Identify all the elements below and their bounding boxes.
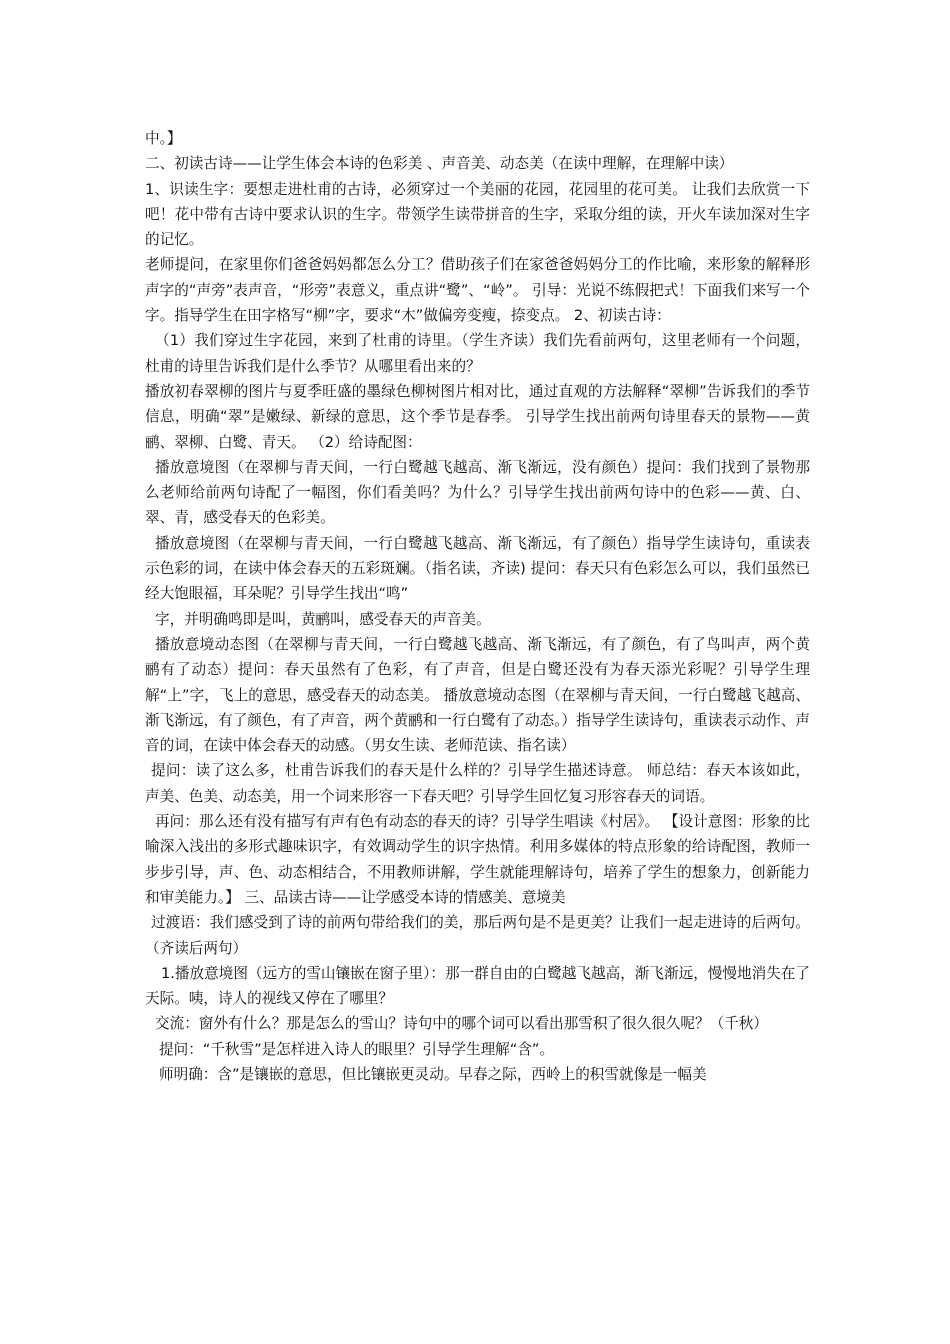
paragraph: 老师提问，在家里你们爸爸妈妈都怎么分工？借助孩子们在家爸爸妈妈分工的作比喻，来形象的解释形声字的“声旁”表声音，“形旁”表意义，重点讲“鹭”、“岭”。 引导：光说不练假把式！下面我们来写一个字。指导学生在田字格写“柳”字，要求“木”做偏旁变瘦，捺变点。 2、初读古诗： [145,256,810,325]
paragraph: 提问：读了这么多，杜甫告诉我们的春天是什么样的？引导学生描述诗意。 师总结：春天本该如此，声美、色美、动态美，用一个词来形容一下春天吧？引导学生回忆复习形容春天的词语。 [145,762,810,805]
paragraph: 播放意境动态图（在翠柳与青天间，一行白鹭越飞越高、渐飞渐远，有了颜色，有了鸟叫声，两个黄鹂有了动态）提问：春天虽然有了色彩，有了声音，但是白鹭还没有为春天添光彩呢？引导学生理解“上”字，飞上的意思，感受春天的动态美。 播放意境动态图（在翠柳与青天间，一行白鹭越飞越高、渐飞渐远，有了颜色，有了声音，两个黄鹂和一行白鹭有了动态。）指导学生读诗句，重读表示动作、声音的词，在读中体会春天的动感。（男女生读、老师范读、指名读） [145,635,810,755]
paragraph: 1、识读生字：要想走进杜甫的古诗，必须穿过一个美丽的花园，花园里的花可美。 让我们去欣赏一下吧！花中带有古诗中要求认识的生字。带领学生读带拼音的生字，采取分组的读，开火车读加深对生字的记忆。 [145,180,810,249]
paragraph: 过渡语：我们感受到了诗的前两句带给我们的美，那后两句是不是更美？让我们一起走进诗的后两句。（齐读后两句） [145,914,810,957]
paragraph: 交流：窗外有什么？那是怎么的雪山？诗句中的哪个词可以看出那雪积了很久很久呢？（千秋） [155,1015,768,1033]
paragraph: 字，并明确鸣即是叫，黄鹂叫，感受春天的声音美。 [155,610,491,628]
paragraph: 提问：“千秋雪”是怎样进入诗人的眼里？引导学生理解“含”。 [159,1040,555,1058]
paragraph: 播放意境图（在翠柳与青天间，一行白鹭越飞越高、渐飞渐远，有了颜色）指导学生读诗句，重读表示色彩的词，在读中体会春天的五彩斑斓。（指名读，齐读) 提问：春天只有色彩怎么可以，我们虽然已经大饱眼福，耳朵呢？引导学生找出“鸣” [145,534,810,603]
paragraph: 1.播放意境图（远方的雪山镶嵌在窗子里）：那一群自由的白鹭越飞越高，渐飞渐远，慢慢地消失在了天际。咦，诗人的视线又停在了哪里？ [145,964,810,1008]
section-heading: 二、初读古诗——让学生体会本诗的色彩美 、声音美、动态美（在读中理解，在理解中读） [145,155,734,173]
paragraph: 再问：那么还有没有描写有声有色有动态的春天的诗？引导学生唱读《村居》。 【设计意图：形象的比喻深入浅出的多形式趣味识字，有效调动学生的识字热情。利用多媒体的特点形象的给诗配图，教师一步步引导，声、色、动态相结合，不用教师讲解，学生就能理解诗句，培养了学生的想象力，创新能力和审美能力。】 三、品读古诗——让学感受本诗的情感美、意境美 [145,813,810,906]
paragraph: 师明确：含”是镶嵌的意思，但比镶嵌更灵动。早春之际，西岭上的积雪就像是一幅美 [159,1065,707,1083]
paragraph: 中。】 [145,130,182,147]
paragraph: 播放意境图（在翠柳与青天间，一行白鹭越飞越高、渐飞渐远，没有颜色）提问：我们找到了景物那么老师给前两句诗配了一幅图，你们看美吗？为什么？引导学生找出前两句诗中的色彩——黄、白、翠、青，感受春天的色彩美。 [145,458,810,527]
paragraph: 播放初春翠柳的图片与夏季旺盛的墨绿色柳树图片相对比，通过直观的方法解释“翠柳”告诉我们的季节信息，明确“翠”是嫩绿、新绿的意思，这个季节是春季。 引导学生找出前两句诗里春天的景物——黄鹂、翠柳、白鹭、青天。 （2）给诗配图： [145,382,810,451]
paragraph: （1）我们穿过生字花园，来到了杜甫的诗里。（学生齐读）我们先看前两句，这里老师有一个问题，杜甫的诗里告诉我们是什么季节？从哪里看出来的？ [145,332,810,375]
document-body [145,126,810,1087]
